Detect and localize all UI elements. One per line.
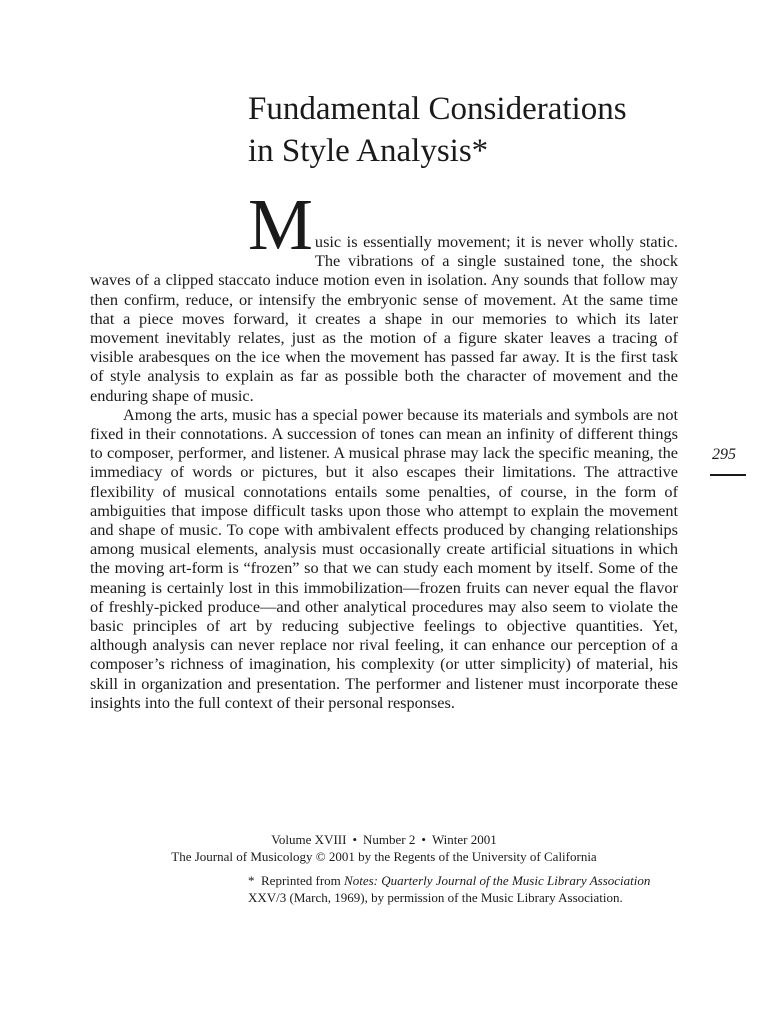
paragraph-1 [90, 184, 678, 405]
title-line-1: Fundamental Considerations [248, 91, 627, 127]
drop-cap-spacer [90, 194, 678, 232]
page-number: 295 [712, 446, 736, 463]
footnote [248, 872, 668, 906]
footnote-source-title: Notes: Quarterly Journal of the Music Library Association [344, 873, 651, 888]
issue-line [90, 831, 678, 848]
issue-label: Winter 2001 [431, 832, 497, 847]
article-body [90, 184, 678, 712]
volume-label: Volume XVIII [271, 832, 347, 847]
title-line-2: in Style Analysis* [248, 133, 489, 169]
paragraph-2: Among the arts, music has a special power because its materials and symbols are not fixed in their connotations. A succession of tones can mean an infinity of different things to composer, performer, and listener. A musical phrase may lack the specific meaning, the immediacy of words or pictures, but it also escapes their limitations. The attractive flexibility of musical connotations entails some penalties, of course, in the form of ambiguities that impose difficult tasks upon those who attempt to explain the movement and shape of music. To cope with ambivalent effects produced by changing relationships among musical elements, analysis must occasionally create artificial situations in which the moving art-form is “frozen” so that we can study each moment by itself. Some of the meaning is certainly lost in this immobilization—frozen fruits can never equal the flavor of freshly-picked produce—and other analytical procedures may also seem to violate the basic principles of art by reducing subjective feelings to objective quantities. Yet, although analysis can never replace nor rival feeling, it can enhance our perception of a composer’s richness of imagination, his complexity (or utter simplicity) of material, his skill in organization and presentation. The performer and listener must incorporate these insights into the full context of their personal responses. [90, 404, 678, 712]
journal-footer [90, 831, 678, 865]
separator-dot: • [421, 832, 426, 847]
paragraph-1-text: usic is essentially movement; it is never wholly static. The vibrations of a single sustained tone, the shock waves of a clipped staccato induce motion even in isolation. Any sounds that follow may then confirm, reduce, or intensify the embryonic sense of movement. At the same time that a piece moves forward, it creates a shape in our memories to which its later movement inevitably relates, just as the motion of a figure skater leaves a tracing of visible arabesques on the ice when the movement has passed far away. It is the first task of style analysis to explain as far as possible both the character of movement and the enduring shape of music. [90, 232, 678, 405]
number-label: Number 2 [363, 832, 416, 847]
page-number-rule [710, 474, 746, 476]
footnote-prefix: * Reprinted from [248, 873, 345, 888]
copyright-line: The Journal of Musicology © 2001 by the Regents of the University of California [171, 849, 597, 864]
article-title [248, 88, 708, 172]
separator-dot: • [352, 832, 358, 847]
drop-cap: M [248, 184, 313, 265]
footnote-suffix: XXV/3 (March, 1969), by permission of the Music Library Association. [248, 890, 623, 905]
